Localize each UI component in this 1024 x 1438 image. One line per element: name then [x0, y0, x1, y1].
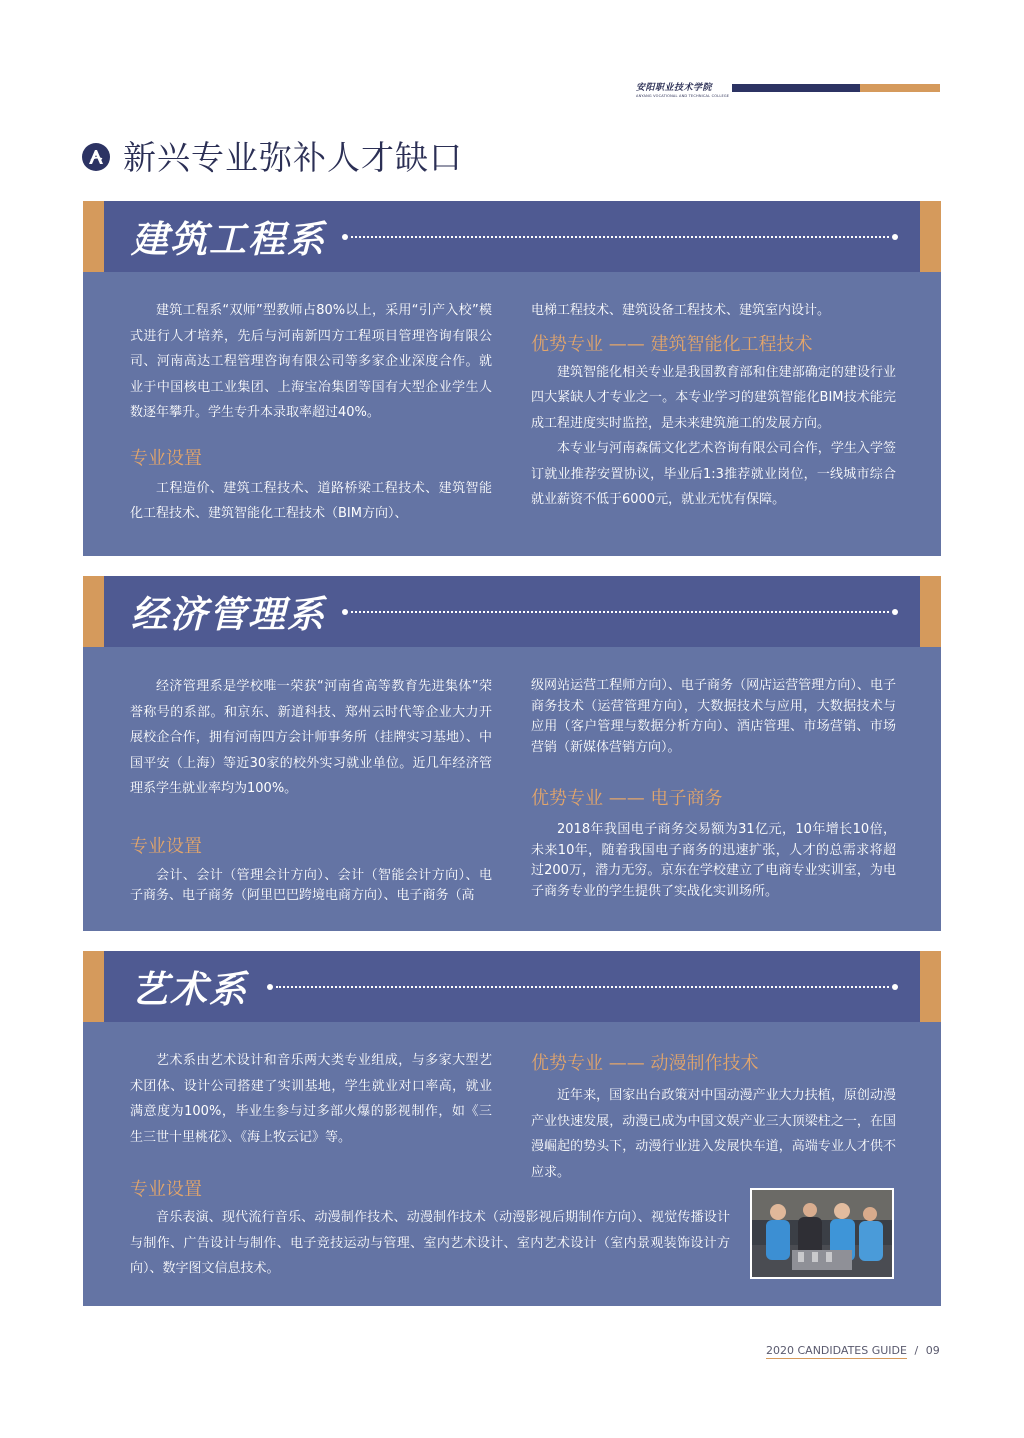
majors-list: 会计、会计（管理会计方向）、会计（智能会计方向）、电子商务、电子商务（阿里巴巴跨境电商方向）、电子商务（高: [130, 867, 492, 903]
left-column: [130, 674, 492, 907]
section-accent-left: [83, 201, 104, 272]
section-economics: [83, 576, 941, 931]
majors-list: 工程造价、建筑工程技术、道路桥梁工程技术、建筑智能化工程技术、建筑智能化工程技术（BIM方向）、: [130, 480, 492, 521]
section-intro: 艺术系由艺术设计和音乐两大类专业组成，与多家大型艺术团体、设计公司搭建了实训基地，学生就业对口率高，就业满意度为100%，毕业生参与过多部火爆的影视制作，如《三生三世十里桃花》、《海上牧云记》等。: [130, 1053, 492, 1145]
section-dotted-rule: [342, 234, 898, 240]
left-column: [130, 1048, 492, 1150]
section-header: [83, 576, 941, 647]
majors-list-continued: 级网站运营工程师方向）、电子商务（网店运营管理方向）、电子商务技术（运营管理方向），大数据技术与应用，大数据技术与应用（客户管理与数据分析方向）、酒店管理、市场营销、市场营销（新媒体营销方向）。: [531, 678, 896, 755]
featured-major-text-2: 本专业与河南森儒文化艺术咨询有限公司合作，学生入学签订就业推荐安置协议，毕业后1:3推荐就业岗位，一线城市综合就业薪资不低于6000元，就业无忧有保障。: [531, 441, 896, 507]
section-accent-right: [920, 201, 941, 272]
right-column: [531, 298, 896, 513]
section-architecture: [83, 201, 941, 556]
school-emblem-icon: [82, 143, 110, 171]
featured-major-heading: 优势专业 —— 建筑智能化工程技术: [531, 333, 813, 355]
section-dotted-rule: [342, 609, 898, 615]
school-name-cn: 安阳职业技术学院: [636, 83, 713, 93]
right-column: [531, 676, 896, 902]
majors-list: 音乐表演、现代流行音乐、动漫制作技术、动漫制作技术（动漫影视后期制作方向）、视觉传播设计与制作、广告设计与制作、电子竞技运动与管理、室内艺术设计、室内艺术设计（室内景观装饰设计方向）、数字图文信息技术。: [130, 1210, 730, 1276]
section-accent-left: [83, 951, 104, 1022]
school-logo: [636, 80, 730, 98]
majors-heading: 专业设置: [130, 835, 202, 857]
header-bar-orange: [860, 84, 940, 92]
section-accent-right: [920, 576, 941, 647]
featured-major-text: 建筑智能化相关专业是我国教育部和住建部确定的建设行业四大紧缺人才专业之一。本专业学习的建筑智能化BIM技术能完成工程进度实时监控，是未来建筑施工的发展方向。: [531, 364, 896, 431]
page-footer: [766, 1344, 940, 1357]
section-accent-left: [83, 576, 104, 647]
left-column: [130, 298, 492, 527]
featured-major-text: 近年来，国家出台政策对中国动漫产业大力扶植，原创动漫产业快速发展，动漫已成为中国文娱产业三大顶梁柱之一，在国漫崛起的势头下，动漫行业进入发展快车道，高端专业人才供不应求。: [531, 1088, 896, 1180]
featured-major-heading: 优势专业 —— 动漫制作技术: [531, 1053, 759, 1074]
students-photo: [750, 1188, 894, 1279]
section-dotted-rule: [267, 984, 898, 990]
featured-major-heading: 优势专业 —— 电子商务: [531, 788, 723, 809]
section-title: 经济管理系: [131, 593, 326, 636]
section-accent-right: [920, 951, 941, 1022]
majors-block: [130, 1175, 730, 1282]
school-name-en: ANYANG VOCATIONAL AND TECHNICAL COLLEGE: [636, 94, 730, 98]
section-intro: 经济管理系是学校唯一荣获“河南省高等教育先进集体”荣誉称号的系部。和京东、新道科技、郑州云时代等企业大力开展校企合作，拥有河南四方会计师事务所（挂牌实习基地）、中国平安（上海）等近30家的校外实习就业单位。近几年经济管理系学生就业率均为100%。: [130, 679, 492, 796]
majors-list-continued: 电梯工程技术、建筑设备工程技术、建筑室内设计。: [531, 303, 831, 318]
page-title: 新兴专业弥补人才缺口: [123, 138, 463, 177]
section-intro: 建筑工程系“双师”型教师占80%以上，采用“引产入校”模式进行人才培养，先后与河南新四方工程项目管理咨询有限公司、河南高达工程管理咨询有限公司等多家企业深度合作。就业于中国核电工业集团、上海宝冶集团等国有大型企业学生人数逐年攀升。学生专升本录取率超过40%。: [130, 303, 492, 420]
section-title: 艺术系: [131, 968, 248, 1011]
section-header: [83, 951, 941, 1022]
footer-separator: /: [914, 1344, 919, 1357]
featured-major-text: 2018年我国电子商务交易额为31亿元，10年增长10倍，未来10年，随着我国电子商务的迅速扩张，人才的总需求将超过200万，潜力无穷。京东在学校建立了电商专业实训室，为电子商务专业的学生提供了实战化实训场所。: [531, 822, 896, 899]
section-title: 建筑工程系: [131, 218, 326, 261]
header-bar-navy: [732, 84, 860, 92]
majors-heading: 专业设置: [130, 1179, 202, 1200]
guide-label: 2020 CANDIDATES GUIDE: [766, 1344, 907, 1357]
majors-heading: 专业设置: [130, 447, 202, 469]
right-column: [531, 1049, 896, 1185]
section-header: [83, 201, 941, 272]
page-number: 09: [925, 1344, 940, 1357]
